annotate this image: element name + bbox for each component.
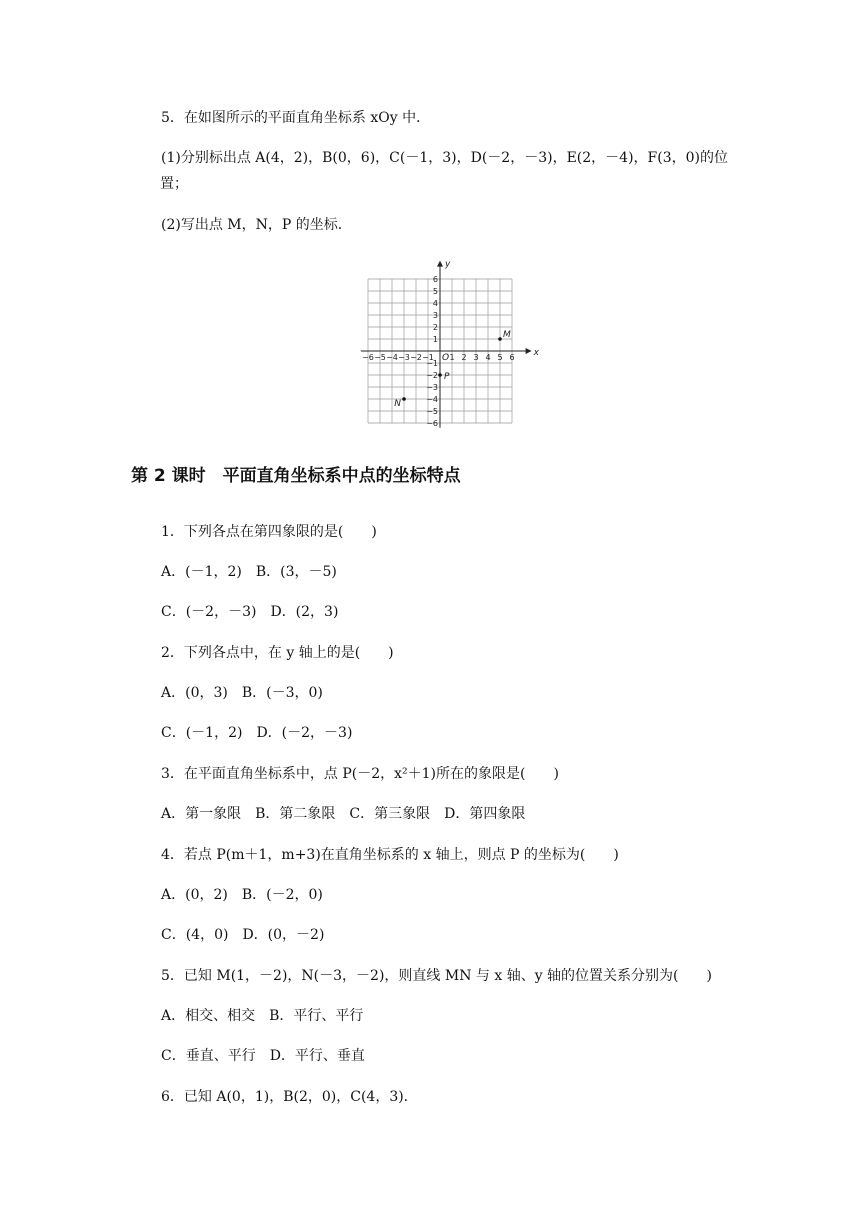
coordinate-grid-figure (356, 254, 539, 428)
question-1-option-row-1: A．(－1，2) B．(3，－5) (161, 564, 337, 580)
question-1-option-row-2: C．(－2，－3) D．(2，3) (161, 604, 339, 620)
question-2: 2．下列各点中，在 y 轴上的是( ) (161, 645, 394, 661)
question-3: 3．在平面直角坐标系中，点 P(－2，x²＋1)所在的象限是( ) (161, 766, 559, 782)
y-tick-label: −1 (426, 359, 438, 368)
x-tick-label: −5 (374, 353, 386, 362)
question-5-option-row-2: C．垂直、平行 D．平行、垂直 (161, 1048, 365, 1064)
x-tick-label: 1 (449, 353, 455, 362)
figure-points (394, 330, 511, 409)
axes (361, 261, 532, 428)
question-5: 5．已知 M(1，－2)，N(－3，－2)，则直线 MN 与 x 轴、y 轴的位置关系分别为( ) (161, 968, 712, 984)
problem-5-part-2: (2)写出点 M，N，P 的坐标． (161, 217, 352, 233)
x-tick-label: 6 (509, 353, 515, 362)
y-tick-label: −5 (426, 407, 438, 416)
x-tick-label: 3 (473, 353, 479, 362)
question-4: 4．若点 P(m＋1，m+3)在直角坐标系的 x 轴上，则点 P 的坐标为( ) (161, 847, 619, 863)
question-4-option-row-2: C．(4，0) D．(0，－2) (161, 927, 325, 943)
point-m (498, 337, 502, 341)
point-label-n: N (394, 399, 401, 409)
question-6: 6．已知 A(0，1)，B(2，0)，C(4，3)． (161, 1089, 418, 1105)
y-axis-label: y (445, 259, 451, 270)
point-label-m: M (503, 330, 511, 340)
x-tick-label: 2 (461, 353, 467, 362)
question-3-option-row-1: A．第一象限 B．第二象限 C．第三象限 D．第四象限 (161, 806, 526, 822)
question-4-option-row-1: A．(0，2) B．(－2，0) (161, 887, 323, 903)
question-2-option-row-1: A．(0，3) B．(－3，0) (161, 685, 323, 701)
problem-5-part-1: (1)分别标出点 A(4，2)，B(0，6)，C(－1，3)，D(－2，－3)，E(2，－4)，F(3，0)的位 (161, 150, 728, 166)
y-tick-label: 2 (432, 323, 438, 332)
x-tick-label: −1 (422, 353, 434, 362)
y-tick-label: −4 (426, 395, 438, 404)
y-tick-label: 4 (432, 299, 438, 308)
x-tick-label: 5 (497, 353, 503, 362)
x-tick-label: 4 (485, 353, 491, 362)
point-label-p: P (444, 372, 450, 382)
question-5-option-row-1: A．相交、相交 B．平行、平行 (161, 1008, 364, 1024)
y-tick-label: 5 (432, 287, 438, 296)
x-tick-label: −6 (362, 353, 374, 362)
y-axis-arrow (437, 261, 443, 267)
problem-5-part-1-continuation: 置； (160, 176, 188, 192)
x-axis-arrow (526, 348, 532, 354)
question-1: 1．下列各点在第四象限的是( ) (161, 524, 377, 540)
y-tick-label: 1 (432, 335, 438, 344)
question-2-option-row-2: C．(－1，2) D．(－2，－3) (161, 725, 353, 741)
y-tick-label: −2 (426, 371, 438, 380)
y-tick-label: 6 (432, 275, 438, 284)
x-tick-label: −2 (410, 353, 422, 362)
y-tick-label: 3 (432, 311, 438, 320)
x-axis-label: x (533, 348, 539, 358)
section-heading: 第 2 课时 平面直角坐标系中点的坐标特点 (131, 466, 461, 486)
problem-5-title: 5．在如图所示的平面直角坐标系 xOy 中． (161, 110, 431, 126)
point-p (438, 373, 442, 377)
y-tick-label: −6 (426, 419, 438, 428)
origin-label: O (442, 353, 450, 363)
x-tick-label: −3 (398, 353, 410, 362)
point-n (402, 397, 406, 401)
x-tick-label: −4 (386, 353, 398, 362)
y-tick-label: −3 (426, 383, 438, 392)
